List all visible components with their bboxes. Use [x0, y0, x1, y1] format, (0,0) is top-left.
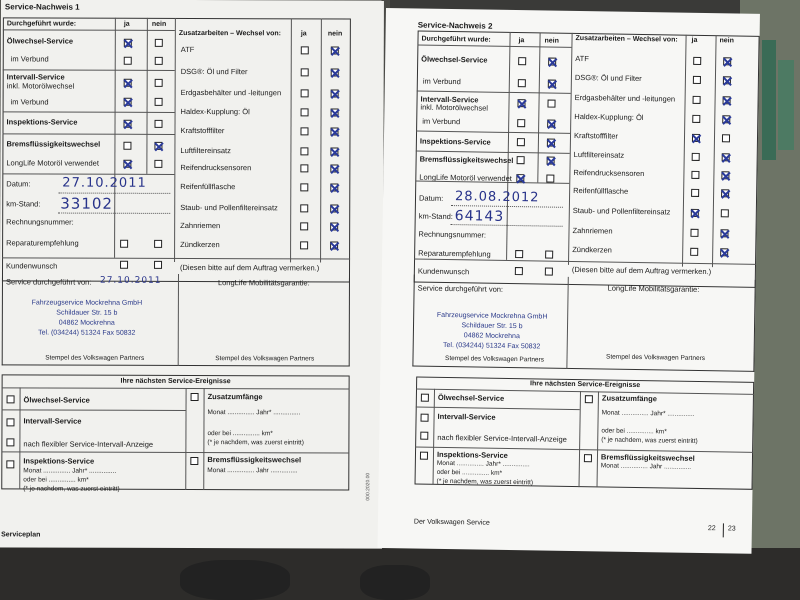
checkbox-no[interactable]	[548, 58, 556, 66]
row-label: Datum:	[6, 179, 31, 189]
next-item: (* je nachdem, was zuerst eintritt)	[23, 485, 120, 493]
row-label: Inspektions-Service	[419, 136, 491, 147]
row-label: ATF	[575, 53, 589, 64]
checkbox-yes[interactable]	[301, 108, 309, 116]
checkbox-yes[interactable]	[123, 160, 131, 168]
header-no: nein	[544, 37, 559, 45]
checkbox-no[interactable]	[721, 189, 729, 197]
row-label: LongLife Motoröl verwendet	[6, 158, 99, 168]
header-yes: ja	[691, 36, 698, 44]
checkbox[interactable]	[6, 418, 14, 426]
checkbox-yes[interactable]	[123, 142, 131, 150]
checkbox-yes[interactable]	[300, 183, 308, 191]
checkbox-yes[interactable]	[517, 119, 525, 127]
checkbox-yes[interactable]	[120, 240, 128, 248]
checkbox-no[interactable]	[330, 164, 338, 172]
checkbox-no[interactable]	[155, 39, 163, 47]
next-item: oder bei ............... km*	[436, 468, 503, 477]
row-label: DSG®: Öl und Filter	[180, 66, 248, 77]
next-item: Monat ............... Jahr ...............	[207, 467, 298, 475]
header-yes: ja	[123, 20, 130, 28]
row-label: Luftfiltereinsatz	[180, 145, 231, 156]
checkbox-yes[interactable]	[691, 171, 699, 179]
row-label: Ölwechsel-Service	[421, 54, 488, 65]
checkbox-no[interactable]	[330, 127, 338, 135]
header-done: Durchgeführt wurde:	[6, 20, 77, 28]
row-label: im Verbund	[422, 76, 461, 87]
checkbox-yes[interactable]	[692, 115, 700, 123]
checkbox-yes[interactable]	[300, 241, 308, 249]
checkbox-yes[interactable]	[516, 174, 524, 182]
page-number-left: 22	[707, 525, 716, 533]
row-label: Zahnriemen	[572, 225, 613, 236]
checkbox-no[interactable]	[331, 108, 339, 116]
next-item: Zusatzumfänge	[207, 392, 263, 402]
checkbox-yes[interactable]	[690, 248, 698, 256]
green-tab	[778, 60, 794, 150]
row-label: Kundenwunsch	[6, 261, 58, 271]
row-label: km-Stand:	[6, 199, 41, 209]
row-label: Kraftstofffilter	[180, 125, 225, 136]
checkbox-no[interactable]	[154, 160, 162, 168]
checkbox-yes[interactable]	[693, 76, 701, 84]
dealer-stamp	[22, 298, 152, 338]
header-no: nein	[151, 20, 167, 28]
next-item: Bremsflüssigkeitswechsel	[207, 455, 302, 465]
checkbox[interactable]	[6, 460, 14, 468]
row-label: Zahnriemen	[180, 220, 221, 231]
page-title: Service-Nachweis 1	[4, 2, 80, 12]
row-label: km-Stand:	[418, 211, 453, 222]
row-label: ATF	[180, 44, 195, 55]
service-by-label: Service durchgeführt von:	[5, 277, 92, 287]
row-label: Erdgasbehälter und -leitungen	[574, 92, 676, 104]
checkbox-yes[interactable]	[517, 156, 525, 164]
header-yes: ja	[518, 37, 525, 45]
next-item: Monat ............... Jahr* ...............	[436, 459, 530, 469]
next-item: Monat ............... Jahr ...............	[600, 462, 692, 471]
checkbox-no[interactable]	[547, 100, 555, 108]
row-label: inkl. Motorölwechsel	[420, 102, 489, 113]
checkbox-yes[interactable]	[517, 138, 525, 146]
checkbox-no[interactable]	[331, 89, 339, 97]
checkbox-no[interactable]	[722, 153, 730, 161]
handwritten-date: 27.10.2011	[62, 175, 147, 191]
header-extra: Zusatzarbeiten – Wechsel von:	[178, 29, 282, 38]
checkbox-yes[interactable]	[301, 46, 309, 54]
service-by-label: Service durchgeführt von:	[417, 283, 504, 294]
checkbox-yes[interactable]	[124, 98, 132, 106]
checkbox-yes[interactable]	[517, 99, 525, 107]
checkbox[interactable]	[6, 438, 14, 446]
row-label: Bremsflüssigkeitswechsel	[419, 154, 514, 166]
row-label: Reifendrucksensoren	[573, 167, 645, 179]
checkbox-yes[interactable]	[691, 209, 699, 217]
checkbox-yes[interactable]	[693, 96, 701, 104]
checkbox-no[interactable]	[721, 171, 729, 179]
row-label: Intervall-Service	[6, 72, 65, 82]
stamp-line: Fahrzeugservice Mockrehna GmbH	[436, 311, 548, 321]
row-label: Staub- und Pollenfiltereinsatz	[572, 205, 671, 217]
next-service-title: Ihre nächsten Service-Ereignisse	[529, 380, 641, 390]
row-label: im Verbund	[10, 97, 49, 107]
page-number-divider	[723, 523, 724, 537]
page-footer: Der Volkswagen Service	[413, 518, 490, 527]
checkbox[interactable]	[421, 414, 429, 422]
checkbox-no[interactable]	[154, 142, 162, 150]
row-label: LongLife Motoröl verwendet	[419, 172, 512, 183]
row-label: Ölwechsel-Service	[6, 36, 74, 46]
row-label: Rechnungsnummer:	[418, 229, 487, 240]
page-footer: Serviceplan	[1, 531, 41, 539]
header-extra: Zusatzarbeiten – Wechsel von:	[575, 34, 678, 44]
checkbox-yes[interactable]	[300, 164, 308, 172]
checkbox-yes[interactable]	[515, 250, 523, 258]
checkbox-yes[interactable]	[301, 89, 309, 97]
checkbox-yes[interactable]	[518, 57, 526, 65]
next-item: Monat ............... Jahr* ...............	[207, 409, 301, 417]
checkbox[interactable]	[584, 454, 592, 462]
row-label: Rechnungsnummer:	[6, 217, 74, 227]
row-label: Inspektions-Service	[6, 117, 78, 127]
row-label: Haldex-Kupplung: Öl	[180, 106, 250, 117]
checkbox-no[interactable]	[154, 240, 162, 248]
page-title: Service-Nachweis 2	[417, 20, 493, 31]
checkbox-yes[interactable]	[691, 189, 699, 197]
checkbox-no[interactable]	[547, 120, 555, 128]
checkbox-no[interactable]	[155, 57, 163, 65]
checkbox-yes[interactable]	[692, 153, 700, 161]
checkbox[interactable]	[7, 395, 15, 403]
checkbox-no[interactable]	[547, 157, 555, 165]
handwritten-km: 33102	[60, 194, 113, 213]
header-yes: ja	[300, 30, 307, 38]
next-item: Intervall-Service	[437, 411, 496, 422]
stamp-line: Tel. (034244) 51324 Fax 50832	[38, 329, 136, 337]
next-item: nach flexibler Service-Intervall-Anzeige	[23, 439, 154, 449]
checkbox-no[interactable]	[721, 209, 729, 217]
next-item: (* je nachdem, was zuerst eintritt)	[601, 436, 698, 445]
checkbox-no[interactable]	[546, 175, 554, 183]
checkbox-yes[interactable]	[692, 134, 700, 142]
next-item: Bremsflüssigkeitswechsel	[600, 452, 695, 463]
checkbox-no[interactable]	[723, 57, 731, 65]
row-label: Erdgasbehälter und -leitungen	[180, 87, 282, 98]
checkbox-no[interactable]	[330, 222, 338, 230]
checkbox-yes[interactable]	[515, 267, 523, 275]
checkbox-no[interactable]	[722, 134, 730, 142]
stamp-line: Tel. (034244) 51324 Fax 50832	[442, 341, 541, 351]
note: (Diesen bitte auf dem Auftrag vermerken.)	[571, 264, 712, 277]
checkbox-no[interactable]	[154, 261, 162, 269]
green-tab	[762, 40, 776, 160]
shoe-shadow	[360, 565, 430, 600]
checkbox-no[interactable]	[155, 98, 163, 106]
next-item: oder bei ............... km*	[601, 427, 667, 436]
checkbox-no[interactable]	[330, 147, 338, 155]
handwritten-service-date: 27.10.2011	[99, 275, 162, 286]
row-label: Reifenfüllflasche	[573, 185, 629, 196]
row-label: Reparaturempfehlung	[6, 238, 79, 248]
row-label: inkl. Motorölwechsel	[6, 81, 75, 91]
checkbox-yes[interactable]	[124, 57, 132, 65]
checkbox-yes[interactable]	[690, 229, 698, 237]
row-label: Haldex-Kupplung: Öl	[574, 111, 644, 123]
checkbox-no[interactable]	[155, 79, 163, 87]
checkbox[interactable]	[421, 394, 429, 402]
checkbox-no[interactable]	[331, 46, 339, 54]
next-service-title: Ihre nächsten Service-Ereignisse	[120, 377, 231, 386]
checkbox-no[interactable]	[722, 115, 730, 123]
checkbox-yes[interactable]	[300, 147, 308, 155]
next-item: (* je nachdem, was zuerst eintritt)	[207, 439, 304, 447]
next-item: Intervall-Service	[23, 416, 82, 426]
checkbox-no[interactable]	[548, 80, 556, 88]
row-label: im Verbund	[10, 54, 49, 64]
checkbox-no[interactable]	[720, 229, 728, 237]
next-item: Ölwechsel-Service	[437, 392, 505, 403]
service-record-page-left	[0, 0, 384, 549]
stamp-line: Schildauer Str. 15 b	[461, 322, 523, 331]
row-label: im Verbund	[422, 116, 461, 127]
checkbox-no[interactable]	[545, 251, 553, 259]
row-label: Zündkerzen	[180, 239, 220, 250]
stamp-caption: Stempel des Volkswagen Partners	[215, 355, 315, 363]
checkbox-no[interactable]	[545, 268, 553, 276]
checkbox-yes[interactable]	[518, 79, 526, 87]
row-label: Intervall-Service	[420, 94, 479, 105]
stamp-line: Fahrzeugservice Mockrehna GmbH	[31, 299, 143, 307]
row-label: Kraftstofffilter	[573, 130, 619, 141]
checkbox[interactable]	[420, 432, 428, 440]
next-item: Inspektions-Service	[436, 449, 508, 460]
next-item: Monat ............... Jahr* ...............	[23, 467, 117, 475]
checkbox[interactable]	[190, 457, 198, 465]
stamp-caption: Stempel des Volkswagen Partners	[444, 354, 545, 364]
checkbox[interactable]	[191, 393, 199, 401]
checkbox-yes[interactable]	[300, 222, 308, 230]
shoe-shadow	[180, 560, 290, 600]
header-no: nein	[719, 37, 734, 45]
stamp-line: 04862 Mockrehna	[58, 319, 115, 327]
checkbox-no[interactable]	[723, 76, 731, 84]
row-label: Datum:	[418, 193, 444, 203]
checkbox-yes[interactable]	[301, 68, 309, 76]
checkbox-yes[interactable]	[300, 204, 308, 212]
row-label: Reifendrucksensoren	[180, 162, 252, 173]
checkbox-yes[interactable]	[124, 120, 132, 128]
checkbox-no[interactable]	[547, 139, 555, 147]
row-label: DSG®: Öl und Filter	[574, 72, 642, 84]
row-label: Reparaturempfehlung	[418, 248, 491, 259]
checkbox-no[interactable]	[330, 204, 338, 212]
longlife-label: LongLife Mobilitätsgarantie:	[607, 283, 700, 294]
row-label: Reifenfüllflasche	[180, 181, 236, 192]
header-done: Durchgeführt wurde:	[421, 35, 491, 44]
handwritten-date: 28.08.2012	[454, 189, 540, 206]
checkbox-no[interactable]	[330, 241, 338, 249]
checkbox[interactable]	[420, 452, 428, 460]
next-item: oder bei ............... km*	[23, 476, 89, 484]
checkbox-yes[interactable]	[124, 79, 132, 87]
stamp-caption: Stempel des Volkswagen Partners	[605, 353, 706, 363]
row-label: Luftfiltereinsatz	[573, 149, 625, 160]
handwritten-km: 64143	[454, 208, 505, 225]
checkbox-yes[interactable]	[124, 39, 132, 47]
checkbox-no[interactable]	[330, 183, 338, 191]
checkbox-no[interactable]	[155, 120, 163, 128]
checkbox-yes[interactable]	[693, 57, 701, 65]
checkbox-yes[interactable]	[300, 127, 308, 135]
row-label: Staub- und Pollenfiltereinsatz	[180, 202, 278, 213]
stamp-line: Schildauer Str. 15 b	[56, 309, 118, 317]
checkbox-no[interactable]	[723, 96, 731, 104]
checkbox-no[interactable]	[720, 248, 728, 256]
next-item: Zusatzumfänge	[601, 393, 657, 404]
dealer-stamp	[427, 311, 558, 353]
stamp-line: 04862 Mockrehna	[463, 332, 520, 341]
checkbox[interactable]	[585, 395, 593, 403]
next-item: Ölwechsel-Service	[23, 395, 90, 405]
next-item: Monat ............... Jahr* ...............	[601, 409, 695, 418]
next-item: nach flexibler Service-Intervall-Anzeige	[437, 432, 567, 444]
header-no: nein	[327, 30, 343, 38]
row-label: Kundenwunsch	[417, 266, 470, 277]
checkbox-no[interactable]	[331, 68, 339, 76]
row-label: Bremsflüssigkeitswechsel	[6, 139, 101, 149]
longlife-label: LongLife Mobilitätsgarantie:	[217, 278, 310, 288]
service-record-page-right	[378, 8, 760, 554]
next-item: (* je nachdem, was zuerst eintritt)	[436, 477, 534, 487]
checkbox-yes[interactable]	[120, 261, 128, 269]
note: (Diesen bitte auf dem Auftrag vermerken.)	[180, 262, 320, 273]
side-code: 000.2020.00	[365, 472, 372, 501]
stamp-caption: Stempel des Volkswagen Partners	[45, 354, 145, 362]
page-number-right: 23	[727, 525, 736, 533]
next-item: Inspektions-Service	[23, 456, 95, 466]
row-label: Zündkerzen	[572, 244, 612, 255]
next-item: oder bei ............... km*	[207, 430, 273, 438]
